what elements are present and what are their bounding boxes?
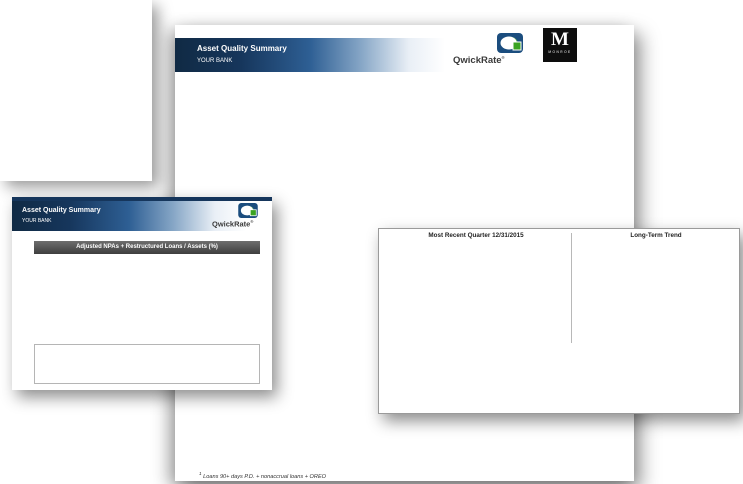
page-subtitle: YOUR BANK [197, 58, 233, 64]
panel-divider [571, 233, 572, 343]
footnote-sup: 1 [199, 471, 202, 476]
panel-subtitle: YOUR BANK [22, 218, 52, 224]
registered-mark: ® [250, 219, 254, 224]
monroe-letter: M [551, 29, 569, 50]
mrq-bar-chart [385, 241, 567, 345]
qwickrate-logo-text [212, 219, 253, 229]
long-term-trend-chart [576, 241, 738, 323]
footnote-text: Loans 90+ days P.D. + nonaccrual loans + OREO [203, 473, 327, 480]
qwickrate-logo-text [453, 55, 505, 66]
chart-title: Adjusted NPAs + Restructured Loans / Assets (%) [34, 241, 260, 254]
monroe-logo [543, 28, 577, 62]
right-chart-panel [378, 228, 740, 414]
mrq-chart-title: Most Recent Quarter 12/31/2015 [428, 232, 524, 239]
monroe-name: MONROE [548, 50, 572, 54]
adjusted-npas-chart [34, 254, 260, 342]
panel-title: Asset Quality Summary [22, 207, 101, 214]
qwickrate-wordmark: QwickRate [212, 219, 251, 229]
trend-chart-title: Long-Term Trend [630, 232, 682, 239]
left-chart-panel [12, 197, 272, 390]
qwickrate-wordmark: QwickRate [453, 55, 502, 67]
registered-mark: ® [501, 55, 505, 60]
chart-legend-table [34, 344, 260, 384]
background-page-fragment [0, 0, 152, 181]
page-title: Asset Quality Summary [197, 44, 287, 53]
footnote [199, 471, 326, 480]
